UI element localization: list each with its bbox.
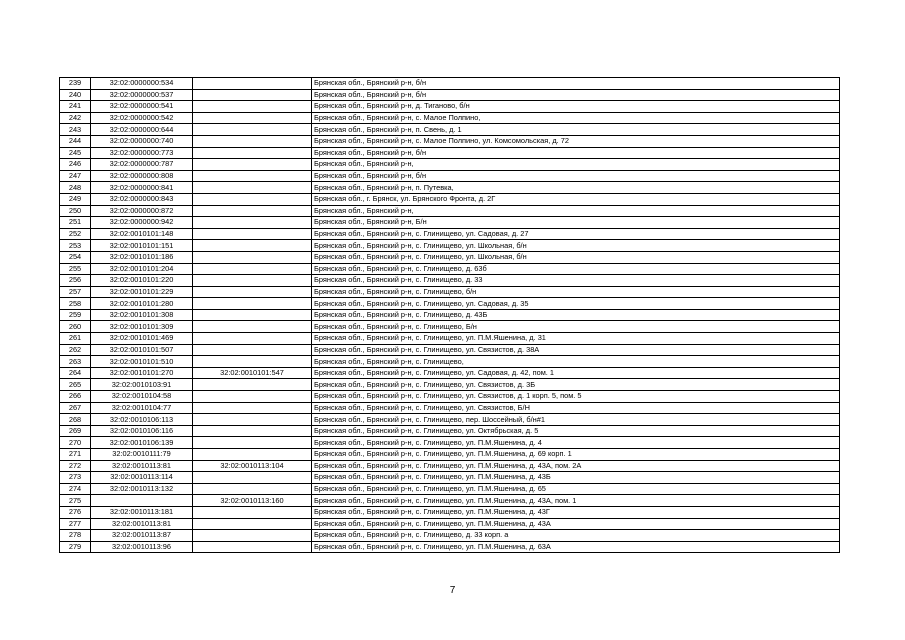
address-cell: Брянская обл., Брянский р-н, bbox=[312, 205, 840, 217]
table-row bbox=[60, 228, 840, 240]
cadastral-number-cell: 32:02:0010113:87 bbox=[91, 530, 193, 542]
row-number-cell: 254 bbox=[60, 251, 91, 263]
row-number-cell: 252 bbox=[60, 228, 91, 240]
related-cadastral-number-cell bbox=[193, 89, 312, 101]
address-cell: Брянская обл., Брянский р-н, с. Глинищево, ул. П.М.Яшенина, д. 43Г bbox=[312, 506, 840, 518]
table-row bbox=[60, 286, 840, 298]
cadastral-number-cell: 32:02:0010101:220 bbox=[91, 275, 193, 287]
related-cadastral-number-cell bbox=[193, 437, 312, 449]
row-number-cell: 260 bbox=[60, 321, 91, 333]
cadastral-number-cell: 32:02:0010101:151 bbox=[91, 240, 193, 252]
address-cell: Брянская обл., Брянский р-н, с. Глинищево, bbox=[312, 356, 840, 368]
related-cadastral-number-cell bbox=[193, 483, 312, 495]
related-cadastral-number-cell bbox=[193, 449, 312, 461]
address-cell: Брянская обл., Брянский р-н, с. Глинищево, д. 33 bbox=[312, 275, 840, 287]
cadastral-number-cell: 32:02:0010101:229 bbox=[91, 286, 193, 298]
address-cell: Брянская обл., Брянский р-н, с. Глинищево, ул. Октябрьская, д. 5 bbox=[312, 425, 840, 437]
related-cadastral-number-cell bbox=[193, 506, 312, 518]
related-cadastral-number-cell bbox=[193, 240, 312, 252]
address-cell: Брянская обл., Брянский р-н, с. Глинищево, ул. Садовая, д. 42, пом. 1 bbox=[312, 367, 840, 379]
table-row bbox=[60, 251, 840, 263]
row-number-cell: 239 bbox=[60, 78, 91, 90]
row-number-cell: 246 bbox=[60, 159, 91, 171]
address-cell: Брянская обл., Брянский р-н, п. Свень, д. 1 bbox=[312, 124, 840, 136]
address-cell: Брянская обл., Брянский р-н, с. Глинищево, ул. Школьная, б/н bbox=[312, 240, 840, 252]
address-cell: Брянская обл., Брянский р-н, с. Глинищево, ул. П.М.Яшенина, д. 4 bbox=[312, 437, 840, 449]
address-cell: Брянская обл., Брянский р-н, д. Тиганово, б/н bbox=[312, 101, 840, 113]
address-cell: Брянская обл., Брянский р-н, с. Глинищево, ул. П.М.Яшенина, д. 65 bbox=[312, 483, 840, 495]
row-number-cell: 258 bbox=[60, 298, 91, 310]
cadastral-number-cell: 32:02:0000000:534 bbox=[91, 78, 193, 90]
table-row bbox=[60, 205, 840, 217]
related-cadastral-number-cell bbox=[193, 298, 312, 310]
row-number-cell: 276 bbox=[60, 506, 91, 518]
address-cell: Брянская обл., Брянский р-н, б/н bbox=[312, 170, 840, 182]
cadastral-number-cell: 32:02:0010101:280 bbox=[91, 298, 193, 310]
address-cell: Брянская обл., Брянский р-н, с. Глинищево, ул. П.М.Яшенина, д. 43А bbox=[312, 518, 840, 530]
table-row bbox=[60, 530, 840, 542]
cadastral-number-cell: 32:02:0000000:942 bbox=[91, 217, 193, 229]
related-cadastral-number-cell: 32:02:0010101:547 bbox=[193, 367, 312, 379]
related-cadastral-number-cell bbox=[193, 78, 312, 90]
row-number-cell: 245 bbox=[60, 147, 91, 159]
cadastral-number-cell: 32:02:0010101:510 bbox=[91, 356, 193, 368]
cadastral-number-cell: 32:02:0010113:114 bbox=[91, 472, 193, 484]
related-cadastral-number-cell bbox=[193, 402, 312, 414]
row-number-cell: 269 bbox=[60, 425, 91, 437]
address-cell: Брянская обл., Брянский р-н, б/н bbox=[312, 78, 840, 90]
cadastral-number-cell: 32:02:0010101:270 bbox=[91, 367, 193, 379]
related-cadastral-number-cell bbox=[193, 309, 312, 321]
related-cadastral-number-cell bbox=[193, 251, 312, 263]
table-row bbox=[60, 182, 840, 194]
address-cell: Брянская обл., Брянский р-н, с. Глинищево, ул. Связистов, д. 1 корп. 5, пом. 5 bbox=[312, 391, 840, 403]
table-row bbox=[60, 124, 840, 136]
table-row bbox=[60, 379, 840, 391]
row-number-cell: 264 bbox=[60, 367, 91, 379]
address-cell: Брянская обл., Брянский р-н, с. Глинищево, ул. Садовая, д. 27 bbox=[312, 228, 840, 240]
row-number-cell: 242 bbox=[60, 112, 91, 124]
row-number-cell: 263 bbox=[60, 356, 91, 368]
address-cell: Брянская обл., Брянский р-н, б/н bbox=[312, 147, 840, 159]
address-cell: Брянская обл., Брянский р-н, bbox=[312, 159, 840, 171]
row-number-cell: 266 bbox=[60, 391, 91, 403]
row-number-cell: 268 bbox=[60, 414, 91, 426]
related-cadastral-number-cell: 32:02:0010113:104 bbox=[193, 460, 312, 472]
address-cell: Брянская обл., Брянский р-н, с. Глинищево, ул. Связистов, д. 3Б bbox=[312, 379, 840, 391]
row-number-cell: 244 bbox=[60, 135, 91, 147]
related-cadastral-number-cell bbox=[193, 170, 312, 182]
table-row bbox=[60, 240, 840, 252]
related-cadastral-number-cell bbox=[193, 228, 312, 240]
table-row bbox=[60, 518, 840, 530]
cadastral-number-cell: 32:02:0010101:309 bbox=[91, 321, 193, 333]
row-number-cell: 248 bbox=[60, 182, 91, 194]
related-cadastral-number-cell bbox=[193, 101, 312, 113]
table-row bbox=[60, 112, 840, 124]
cadastral-number-cell: 32:02:0010113:81 bbox=[91, 460, 193, 472]
table-row bbox=[60, 309, 840, 321]
table-row bbox=[60, 193, 840, 205]
cadastral-number-cell: 32:02:0000000:537 bbox=[91, 89, 193, 101]
cadastral-number-cell: 32:02:0000000:808 bbox=[91, 170, 193, 182]
row-number-cell: 261 bbox=[60, 333, 91, 345]
table-row bbox=[60, 344, 840, 356]
table-row bbox=[60, 483, 840, 495]
related-cadastral-number-cell: 32:02:0010113:160 bbox=[193, 495, 312, 507]
cadastral-number-cell: 32:02:0000000:740 bbox=[91, 135, 193, 147]
cadastral-number-cell: 32:02:0000000:644 bbox=[91, 124, 193, 136]
related-cadastral-number-cell bbox=[193, 391, 312, 403]
table-row bbox=[60, 414, 840, 426]
row-number-cell: 259 bbox=[60, 309, 91, 321]
related-cadastral-number-cell bbox=[193, 333, 312, 345]
cadastral-number-cell: 32:02:0000000:773 bbox=[91, 147, 193, 159]
address-cell: Брянская обл., Брянский р-н, с. Глинищево, ул. Связистов, д. 38А bbox=[312, 344, 840, 356]
row-number-cell: 274 bbox=[60, 483, 91, 495]
table-row bbox=[60, 495, 840, 507]
address-cell: Брянская обл., Брянский р-н, с. Глинищево, ул. Садовая, д. 35 bbox=[312, 298, 840, 310]
parcel-table-body bbox=[60, 78, 840, 553]
table-row bbox=[60, 275, 840, 287]
related-cadastral-number-cell bbox=[193, 205, 312, 217]
address-cell: Брянская обл., Брянский р-н, с. Глинищево, ул. П.М.Яшенина, д. 31 bbox=[312, 333, 840, 345]
related-cadastral-number-cell bbox=[193, 425, 312, 437]
row-number-cell: 279 bbox=[60, 541, 91, 553]
related-cadastral-number-cell bbox=[193, 344, 312, 356]
table-row bbox=[60, 506, 840, 518]
related-cadastral-number-cell bbox=[193, 193, 312, 205]
related-cadastral-number-cell bbox=[193, 472, 312, 484]
cadastral-number-cell: 32:02:0000000:872 bbox=[91, 205, 193, 217]
related-cadastral-number-cell bbox=[193, 263, 312, 275]
row-number-cell: 278 bbox=[60, 530, 91, 542]
cadastral-number-cell: 32:02:0010103:91 bbox=[91, 379, 193, 391]
related-cadastral-number-cell bbox=[193, 135, 312, 147]
cadastral-number-cell: 32:02:0010101:507 bbox=[91, 344, 193, 356]
row-number-cell: 240 bbox=[60, 89, 91, 101]
table-row bbox=[60, 402, 840, 414]
cadastral-number-cell: 32:02:0000000:843 bbox=[91, 193, 193, 205]
row-number-cell: 271 bbox=[60, 449, 91, 461]
table-row bbox=[60, 298, 840, 310]
address-cell: Брянская обл., Брянский р-н, с. Глинищево, б/н bbox=[312, 286, 840, 298]
related-cadastral-number-cell bbox=[193, 356, 312, 368]
row-number-cell: 275 bbox=[60, 495, 91, 507]
row-number-cell: 277 bbox=[60, 518, 91, 530]
row-number-cell: 247 bbox=[60, 170, 91, 182]
table-row bbox=[60, 437, 840, 449]
related-cadastral-number-cell bbox=[193, 541, 312, 553]
related-cadastral-number-cell bbox=[193, 414, 312, 426]
address-cell: Брянская обл., Брянский р-н, с. Глинищево, ул. П.М.Яшенина, д. 43А, пом. 1 bbox=[312, 495, 840, 507]
cadastral-number-cell: 32:02:0010106:113 bbox=[91, 414, 193, 426]
table-row bbox=[60, 460, 840, 472]
address-cell: Брянская обл., Брянский р-н, с. Глинищево, ул. П.М.Яшенина, д. 63А bbox=[312, 541, 840, 553]
row-number-cell: 250 bbox=[60, 205, 91, 217]
related-cadastral-number-cell bbox=[193, 217, 312, 229]
related-cadastral-number-cell bbox=[193, 379, 312, 391]
table-row bbox=[60, 217, 840, 229]
related-cadastral-number-cell bbox=[193, 112, 312, 124]
address-cell: Брянская обл., Брянский р-н, Б/н bbox=[312, 217, 840, 229]
row-number-cell: 273 bbox=[60, 472, 91, 484]
cadastral-number-cell: 32:02:0010101:204 bbox=[91, 263, 193, 275]
address-cell: Брянская обл., Брянский р-н, с. Глинищево, д. 63б bbox=[312, 263, 840, 275]
table-row bbox=[60, 135, 840, 147]
table-row bbox=[60, 449, 840, 461]
cadastral-number-cell: 32:02:0000000:541 bbox=[91, 101, 193, 113]
row-number-cell: 267 bbox=[60, 402, 91, 414]
cadastral-number-cell: 32:02:0010104:77 bbox=[91, 402, 193, 414]
address-cell: Брянская обл., Брянский р-н, с. Малое Полпино, bbox=[312, 112, 840, 124]
related-cadastral-number-cell bbox=[193, 286, 312, 298]
related-cadastral-number-cell bbox=[193, 182, 312, 194]
address-cell: Брянская обл., Брянский р-н, с. Глинищево, ул. П.М.Яшенина, д. 69 корп. 1 bbox=[312, 449, 840, 461]
row-number-cell: 249 bbox=[60, 193, 91, 205]
address-cell: Брянская обл., Брянский р-н, с. Глинищево, ул. Школьная, б/н bbox=[312, 251, 840, 263]
related-cadastral-number-cell bbox=[193, 321, 312, 333]
related-cadastral-number-cell bbox=[193, 530, 312, 542]
address-cell: Брянская обл., г. Брянск, ул. Брянского Фронта, д. 2Г bbox=[312, 193, 840, 205]
cadastral-number-cell: 32:02:0000000:841 bbox=[91, 182, 193, 194]
table-row bbox=[60, 541, 840, 553]
cadastral-number-cell: 32:02:0000000:542 bbox=[91, 112, 193, 124]
row-number-cell: 241 bbox=[60, 101, 91, 113]
address-cell: Брянская обл., Брянский р-н, с. Глинищево, ул. Связистов, Б/Н bbox=[312, 402, 840, 414]
related-cadastral-number-cell bbox=[193, 275, 312, 287]
cadastral-number-cell: 32:02:0010113:96 bbox=[91, 541, 193, 553]
address-cell: Брянская обл., Брянский р-н, с. Глинищево, ул. П.М.Яшенина, д. 43Б bbox=[312, 472, 840, 484]
table-row bbox=[60, 472, 840, 484]
row-number-cell: 251 bbox=[60, 217, 91, 229]
row-number-cell: 257 bbox=[60, 286, 91, 298]
table-row bbox=[60, 425, 840, 437]
table-row bbox=[60, 333, 840, 345]
cadastral-number-cell: 32:02:0010101:469 bbox=[91, 333, 193, 345]
address-cell: Брянская обл., Брянский р-н, п. Путевка, bbox=[312, 182, 840, 194]
table-row bbox=[60, 367, 840, 379]
row-number-cell: 253 bbox=[60, 240, 91, 252]
cadastral-number-cell: 32:02:0010106:116 bbox=[91, 425, 193, 437]
address-cell: Брянская обл., Брянский р-н, с. Глинищево, пер. Шоссейный, б/н#1 bbox=[312, 414, 840, 426]
row-number-cell: 256 bbox=[60, 275, 91, 287]
cadastral-number-cell: 32:02:0010113:132 bbox=[91, 483, 193, 495]
table-row bbox=[60, 89, 840, 101]
cadastral-number-cell: 32:02:0010101:308 bbox=[91, 309, 193, 321]
table-row bbox=[60, 159, 840, 171]
row-number-cell: 265 bbox=[60, 379, 91, 391]
cadastral-number-cell: 32:02:0010113:181 bbox=[91, 506, 193, 518]
table-row bbox=[60, 101, 840, 113]
table-row bbox=[60, 78, 840, 90]
cadastral-number-cell: 32:02:0010106:139 bbox=[91, 437, 193, 449]
address-cell: Брянская обл., Брянский р-н, с. Глинищево, д. 43Б bbox=[312, 309, 840, 321]
cadastral-number-cell: 32:02:0010111:79 bbox=[91, 449, 193, 461]
row-number-cell: 272 bbox=[60, 460, 91, 472]
parcel-table bbox=[59, 77, 840, 553]
related-cadastral-number-cell bbox=[193, 147, 312, 159]
address-cell: Брянская обл., Брянский р-н, б/н bbox=[312, 89, 840, 101]
related-cadastral-number-cell bbox=[193, 159, 312, 171]
cadastral-number-cell: 32:02:0010101:148 bbox=[91, 228, 193, 240]
page-number: 7 bbox=[449, 585, 456, 596]
table-row bbox=[60, 391, 840, 403]
address-cell: Брянская обл., Брянский р-н, с. Малое Полпино, ул. Комсомольская, д. 72 bbox=[312, 135, 840, 147]
related-cadastral-number-cell bbox=[193, 518, 312, 530]
table-row bbox=[60, 170, 840, 182]
address-cell: Брянская обл., Брянский р-н, с. Глинищево, Б/н bbox=[312, 321, 840, 333]
row-number-cell: 243 bbox=[60, 124, 91, 136]
cadastral-number-cell bbox=[91, 495, 193, 507]
row-number-cell: 255 bbox=[60, 263, 91, 275]
table-row bbox=[60, 147, 840, 159]
related-cadastral-number-cell bbox=[193, 124, 312, 136]
cadastral-number-cell: 32:02:0010104:58 bbox=[91, 391, 193, 403]
table-row bbox=[60, 263, 840, 275]
address-cell: Брянская обл., Брянский р-н, с. Глинищево, ул. П.М.Яшенина, д. 43А, пом. 2А bbox=[312, 460, 840, 472]
table-row bbox=[60, 356, 840, 368]
table-row bbox=[60, 321, 840, 333]
row-number-cell: 262 bbox=[60, 344, 91, 356]
address-cell: Брянская обл., Брянский р-н, с. Глинищево, д. 33 корп. а bbox=[312, 530, 840, 542]
cadastral-number-cell: 32:02:0000000:787 bbox=[91, 159, 193, 171]
cadastral-number-cell: 32:02:0010101:186 bbox=[91, 251, 193, 263]
row-number-cell: 270 bbox=[60, 437, 91, 449]
cadastral-number-cell: 32:02:0010113:81 bbox=[91, 518, 193, 530]
